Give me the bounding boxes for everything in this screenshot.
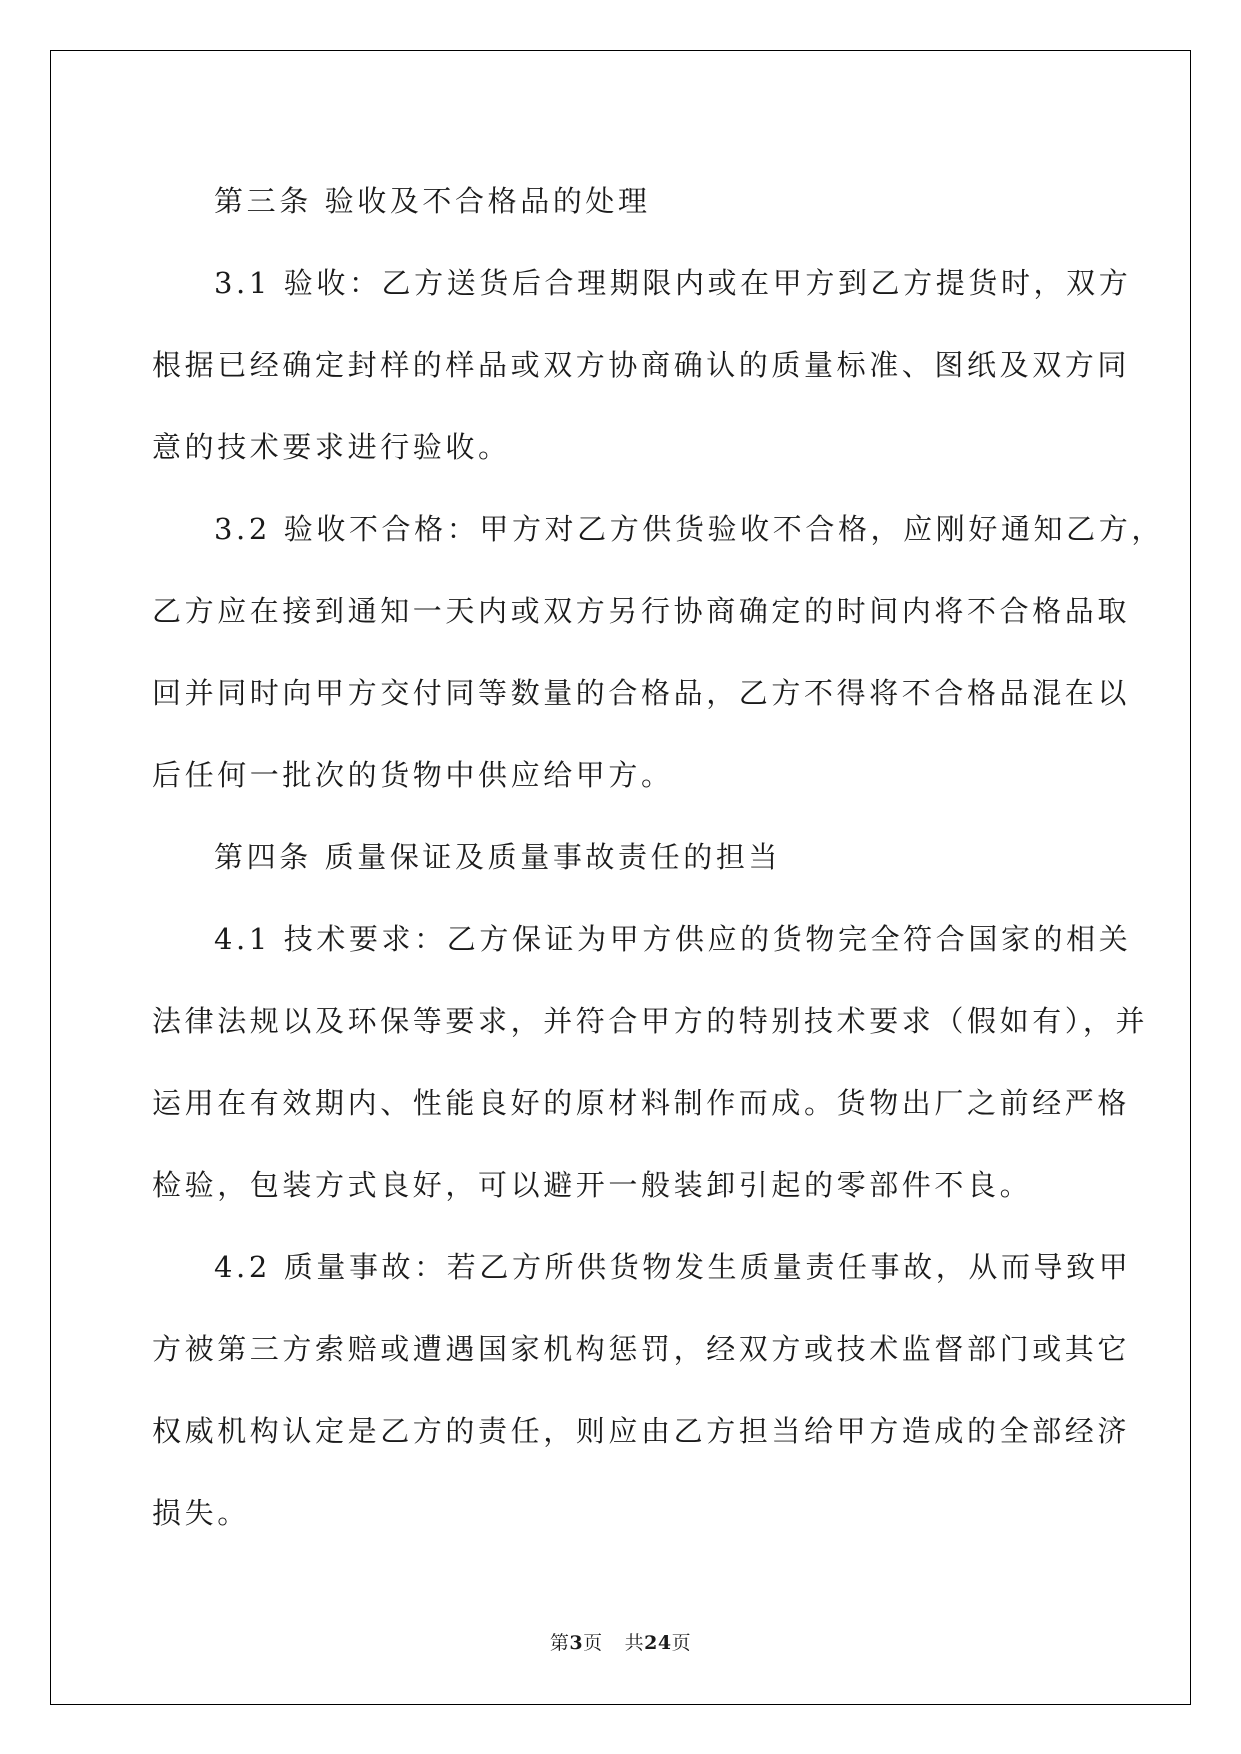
total-prefix: 共: [624, 1632, 645, 1654]
article-4-heading: 第四条 质量保证及质量事故责任的担当: [214, 840, 782, 874]
text-line: 检验，包装方式良好，可以避开一般装卸引起的零部件不良。: [152, 1168, 1033, 1202]
clause-3-1-paragraph: [152, 242, 1132, 488]
clause-3-2-paragraph: [152, 488, 1164, 816]
clause-4-2-paragraph: [152, 1226, 1132, 1554]
total-pages: 24: [644, 1632, 672, 1654]
page-suffix: 页: [583, 1632, 603, 1654]
text-line: 权威机构认定是乙方的责任，则应由乙方担当给甲方造成的全部经济: [152, 1414, 1131, 1448]
page-prefix: 第: [549, 1632, 570, 1654]
text-line: 回并同时向甲方交付同等数量的合格品，乙方不得将不合格品混在以: [152, 676, 1131, 710]
text-line: 4.1 技术要求：乙方保证为甲方供应的货物完全符合国家的相关: [214, 922, 1132, 956]
text-line: 意的技术要求进行验收。: [152, 430, 511, 464]
text-line: 3.1 验收：乙方送货后合理期限内或在甲方到乙方提货时，双方: [214, 266, 1132, 300]
page-number: 3: [569, 1632, 584, 1654]
document-body: [152, 160, 1164, 1554]
text-line: 法律法规以及环保等要求，并符合甲方的特别技术要求（假如有），并: [152, 1004, 1149, 1038]
text-line: 运用在有效期内、性能良好的原材料制作而成。货物出厂之前经严格: [152, 1086, 1131, 1120]
text-line: 4.2 质量事故：若乙方所供货物发生质量责任事故，从而导致甲: [214, 1250, 1132, 1284]
text-line: 损失。: [152, 1496, 250, 1530]
text-line: 方被第三方索赔或遭遇国家机构惩罚，经双方或技术监督部门或其它: [152, 1332, 1131, 1366]
total-suffix: 页: [671, 1632, 692, 1654]
clause-4-1-paragraph: [152, 898, 1149, 1226]
text-line: 3.2 验收不合格：甲方对乙方供货验收不合格，应刚好通知乙方，: [214, 512, 1164, 546]
text-line: 乙方应在接到通知一天内或双方另行协商确定的时间内将不合格品取: [152, 594, 1131, 628]
page-footer: [0, 1628, 1241, 1655]
text-line: 根据已经确定封样的样品或双方协商确认的质量标准、图纸及双方同: [152, 348, 1131, 382]
article-3-heading: 第三条 验收及不合格品的处理: [214, 184, 651, 218]
text-line: 后任何一批次的货物中供应给甲方。: [152, 758, 674, 792]
